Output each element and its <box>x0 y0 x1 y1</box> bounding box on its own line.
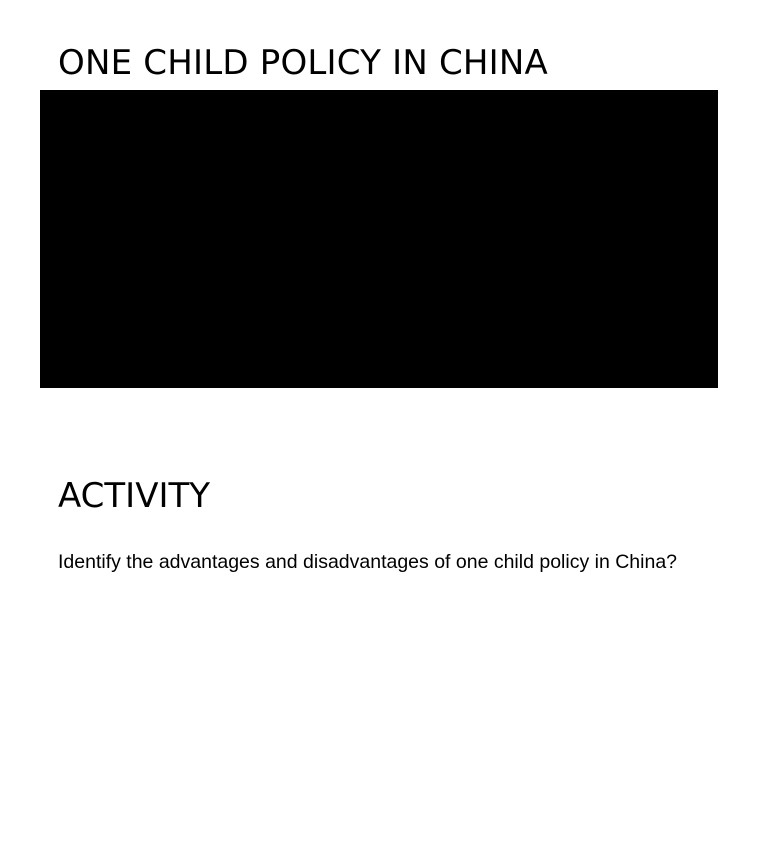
video-embed-placeholder[interactable] <box>40 90 718 388</box>
activity-heading: ACTIVITY <box>58 476 211 516</box>
page-title: ONE CHILD POLICY IN CHINA <box>58 43 548 83</box>
activity-prompt: Identify the advantages and disadvantages of one child policy in China? <box>58 551 678 573</box>
